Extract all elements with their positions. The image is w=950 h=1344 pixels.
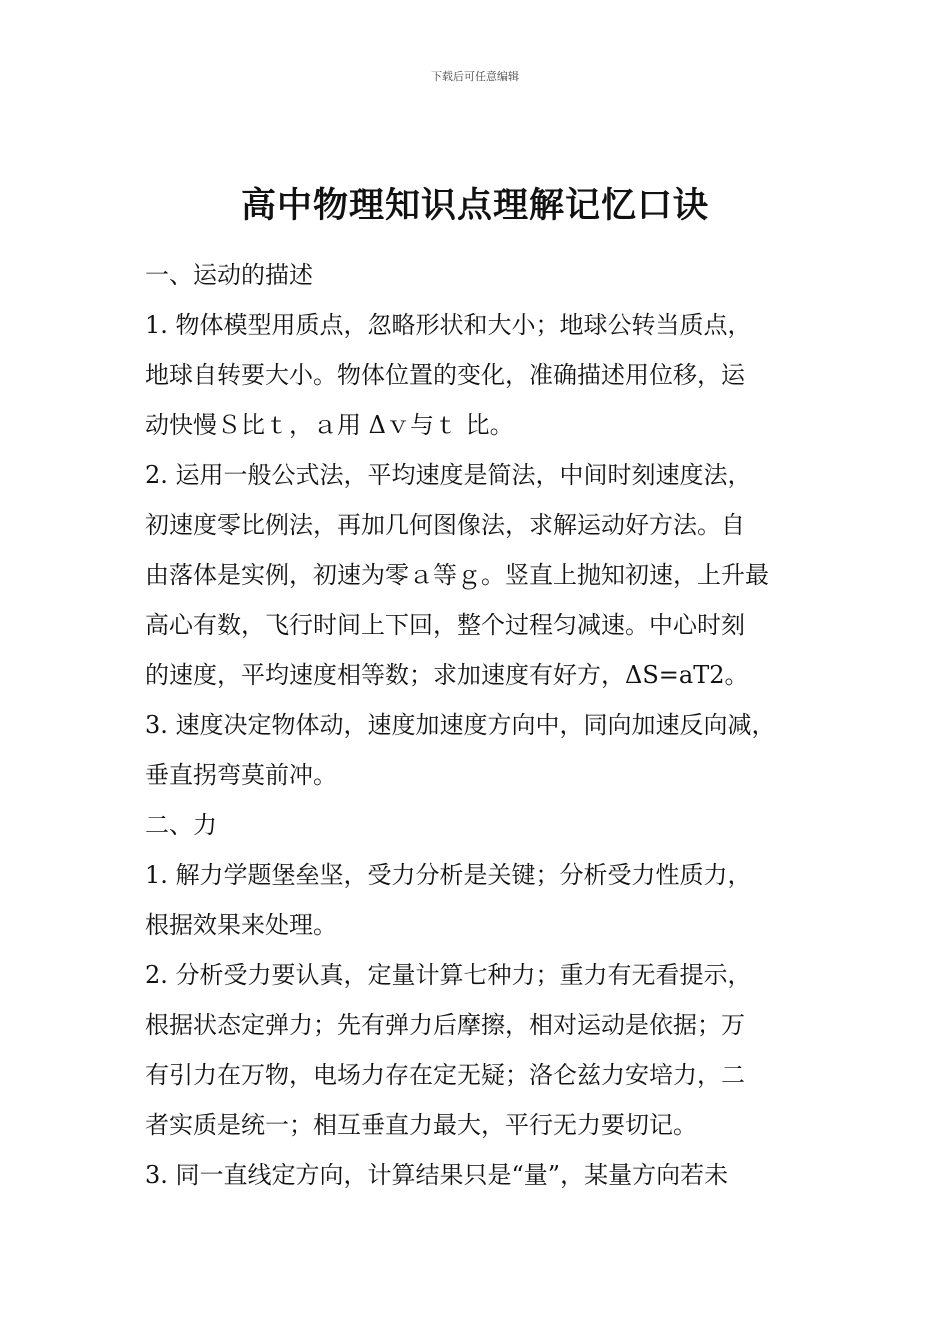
text-line: 者实质是统一；相互垂直力最大，平行无力要切记。 (145, 1111, 697, 1139)
text-line: 地球自转要大小。物体位置的变化，准确描述用位移，运 (145, 361, 745, 389)
text-line: 动快慢Ｓ比ｔ，ａ用 Δｖ与ｔ 比。 (145, 411, 514, 439)
text-line: 根据状态定弹力；先有弹力后摩擦，相对运动是依据；万 (145, 1011, 745, 1039)
text-line: 高心有数，飞行时间上下回，整个过程匀减速。中心时刻 (145, 611, 745, 639)
document-title: 高中物理知识点理解记忆口诀 (240, 185, 709, 226)
text-line: 3. 速度决定物体动，速度加速度方向中，同向加速反向减， (145, 711, 776, 739)
text-line: 3. 同一直线定方向，计算结果只是“量”，某量方向若未 (145, 1161, 729, 1189)
document-body (145, 250, 820, 1200)
text-line: 1. 物体模型用质点，忽略形状和大小；地球公转当质点， (145, 311, 752, 339)
text-line: 1. 解力学题堡垒坚，受力分析是关键；分析受力性质力， (145, 861, 752, 889)
text-line: 2. 运用一般公式法，平均速度是简法，中间时刻速度法， (145, 461, 752, 489)
text-line: 垂直拐弯莫前冲。 (145, 761, 337, 789)
section-heading-motion: 一、运动的描述 (145, 261, 313, 289)
text-line: 根据效果来处理。 (145, 911, 337, 939)
text-line: 由落体是实例，初速为零ａ等ｇ。竖直上抛知初速，上升最 (145, 561, 769, 589)
text-line: 初速度零比例法，再加几何图像法，求解运动好方法。自 (145, 511, 745, 539)
text-line: 2. 分析受力要认真，定量计算七种力；重力有无看提示， (145, 961, 752, 989)
text-line: 有引力在万物，电场力存在定无疑；洛仑兹力安培力，二 (145, 1061, 745, 1089)
section-heading-force: 二、力 (145, 811, 217, 839)
header-note: 下载后可任意编辑 (431, 70, 519, 83)
text-line: 的速度，平均速度相等数；求加速度有好方，ΔS=aT2。 (145, 661, 749, 689)
